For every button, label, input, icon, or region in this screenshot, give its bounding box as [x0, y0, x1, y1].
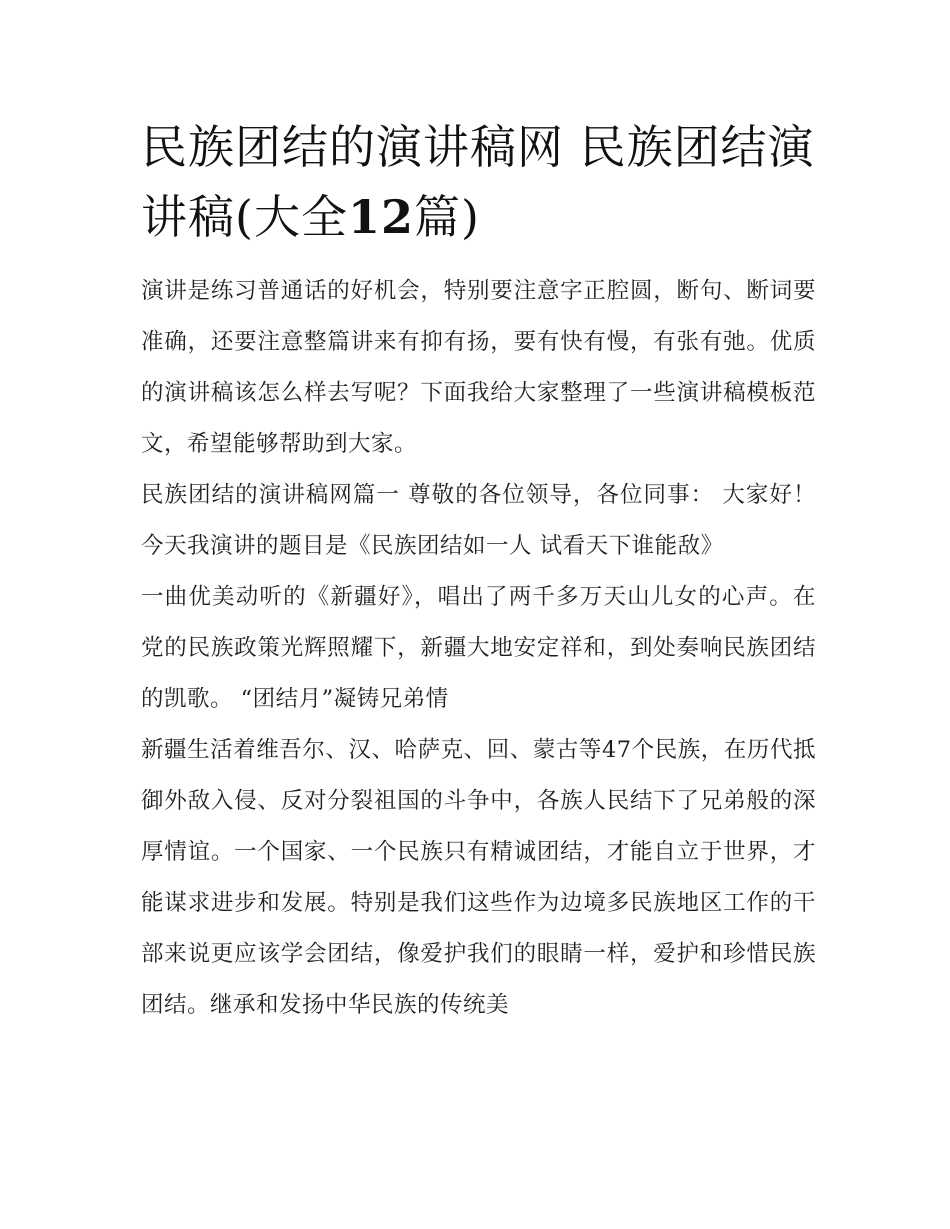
paragraph-intro: 演讲是练习普通话的好机会，特别要注意字正腔圆，断句、断词要准确，还要注意整篇讲来有抑有扬，要有快有慢，有张有弛。优质的演讲稿该怎么样去写呢？下面我给大家整理了一些演讲稿模板范文，希望能够帮助到大家。 [141, 278, 816, 457]
title-text-part1: 民族团结的演讲稿网 民族团结演讲稿(大全 [141, 120, 815, 244]
paragraph-song: 一曲优美动听的《新疆好》，唱出了两千多万天山儿女的心声。在党的民族政策光辉照耀下，新疆大地安定祥和，到处奏响民族团结的凯歌。 “团结月”凝铸兄弟情 [141, 584, 816, 712]
title-number: 12 [347, 190, 414, 244]
paragraph-greeting: 民族团结的演讲稿网篇一 尊敬的各位领导，各位同事： 大家好！ 今天我演讲的题目是《民族团结如一人 试看天下谁能敌》 [141, 482, 816, 559]
paragraph-xinjiang: 新疆生活着维吾尔、汉、哈萨克、回、蒙古等47个民族，在历代抵御外敌入侵、反对分裂祖国的斗争中，各族人民结下了兄弟般的深厚情谊。一个国家、一个民族只有精诚团结，才能自立于世界，才能谋求进步和发展。特别是我们这些作为边境多民族地区工作的干部来说更应该学会团结，像爱护我们的眼睛一样，爱护和珍惜民族团结。继承和发扬中华民族的传统美 [141, 737, 816, 1018]
document-content [141, 112, 816, 1031]
title-text-part2: 篇) [413, 190, 480, 244]
document-title [141, 112, 816, 252]
document-body [141, 266, 816, 1031]
